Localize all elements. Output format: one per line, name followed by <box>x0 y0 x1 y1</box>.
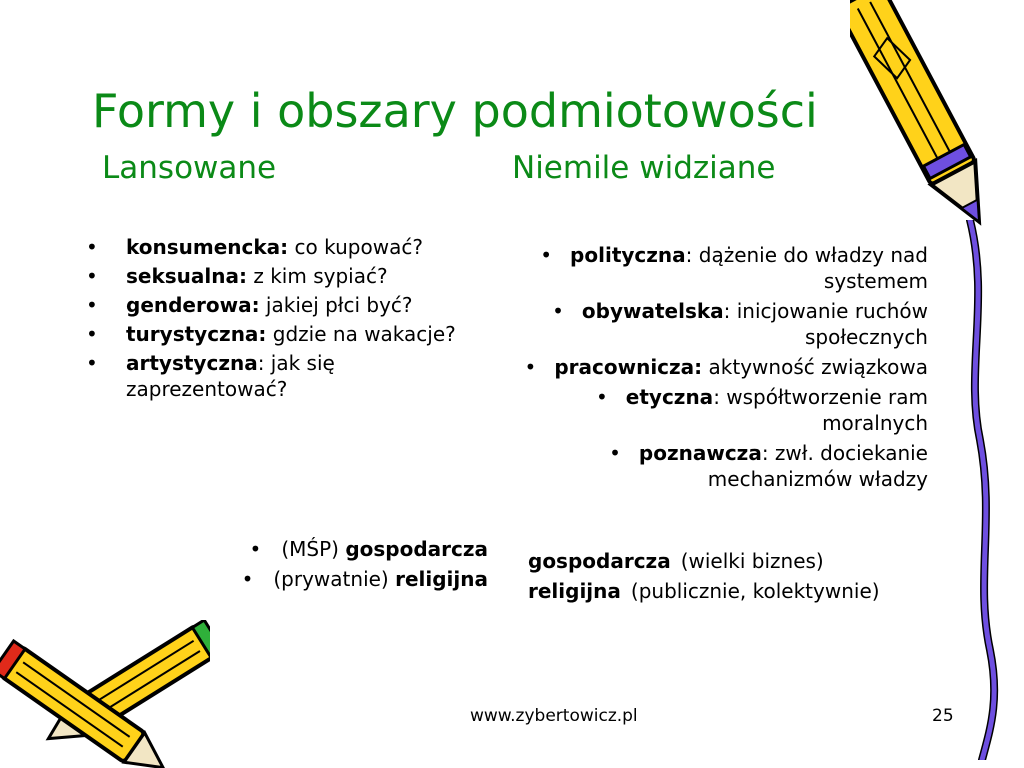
list-item <box>508 384 928 436</box>
bullet-icon: • <box>540 243 553 267</box>
list-item <box>528 576 948 606</box>
bullet-icon: • <box>86 235 98 259</box>
bullet-icon: • <box>524 355 537 379</box>
item-term: etyczna <box>625 385 714 409</box>
bullet-icon: • <box>241 567 254 591</box>
item-prefix: (prywatnie) <box>273 567 396 591</box>
item-term: poznawcza <box>638 441 762 465</box>
item-term: obywatelska <box>581 299 724 323</box>
subtitle-niemile-widziane: Niemile widziane <box>512 150 776 186</box>
list-item <box>86 321 486 347</box>
list-item <box>528 546 948 576</box>
bullet-icon: • <box>249 537 262 561</box>
item-text: co kupować? <box>288 235 423 259</box>
niemile-widziane-list <box>508 242 928 496</box>
list-item <box>508 298 928 350</box>
item-text: : dążenie do władzy nad systemem <box>685 243 928 293</box>
lansowane-list <box>86 234 486 405</box>
page-number: 25 <box>932 706 954 726</box>
item-term: seksualna: <box>126 264 247 288</box>
item-prefix: (MŚP) <box>281 537 346 561</box>
item-text: gdzie na wakacje? <box>266 322 456 346</box>
public-forms-block <box>528 546 948 606</box>
slide-title: Formy i obszary podmiotowości <box>92 84 818 138</box>
bullet-icon: • <box>552 299 564 323</box>
item-term: artystyczna <box>126 351 258 375</box>
item-text: (publicznie, kolektywnie) <box>630 579 880 603</box>
item-term: gospodarcza <box>528 549 671 573</box>
bullet-icon: • <box>86 322 98 346</box>
purple-squiggle-line <box>960 220 1024 760</box>
item-text: : współtworzenie ram moralnych <box>713 385 928 435</box>
item-text: : inicjowanie ruchów społecznych <box>723 299 928 349</box>
list-item <box>86 234 486 260</box>
item-text: jakiej płci być? <box>259 293 413 317</box>
bullet-icon: • <box>86 293 98 317</box>
list-item <box>168 534 488 564</box>
item-text: (wielki biznes) <box>680 549 824 573</box>
subtitle-lansowane: Lansowane <box>102 150 277 186</box>
item-term: pracownicza: <box>554 355 703 379</box>
item-term: gospodarcza <box>345 537 488 561</box>
item-term: polityczna <box>570 243 686 267</box>
list-item <box>508 440 928 492</box>
item-term: turystyczna: <box>126 322 267 346</box>
item-term: genderowa: <box>126 293 260 317</box>
pencil-clipart-icon <box>850 0 1000 250</box>
bullet-icon: • <box>609 441 621 465</box>
list-item <box>86 263 486 289</box>
footer-url: www.zybertowicz.pl <box>470 706 638 726</box>
list-item <box>86 350 486 402</box>
crossed-pencils-clipart-icon <box>0 620 210 768</box>
list-item <box>168 564 488 594</box>
item-term: religijna <box>395 567 488 591</box>
item-text: aktywność związkowa <box>702 355 928 379</box>
list-item <box>86 292 486 318</box>
item-term: religijna <box>528 579 621 603</box>
bullet-icon: • <box>86 351 98 375</box>
bullet-icon: • <box>595 385 608 409</box>
item-text: : jak się zaprezentować? <box>126 351 335 401</box>
item-text: : zwł. dociekanie mechanizmów władzy <box>707 441 928 491</box>
item-text: z kim sypiać? <box>247 264 388 288</box>
list-item <box>508 354 928 380</box>
item-term: konsumencka: <box>126 235 289 259</box>
bullet-icon: • <box>86 264 98 288</box>
private-forms-list <box>168 534 488 594</box>
